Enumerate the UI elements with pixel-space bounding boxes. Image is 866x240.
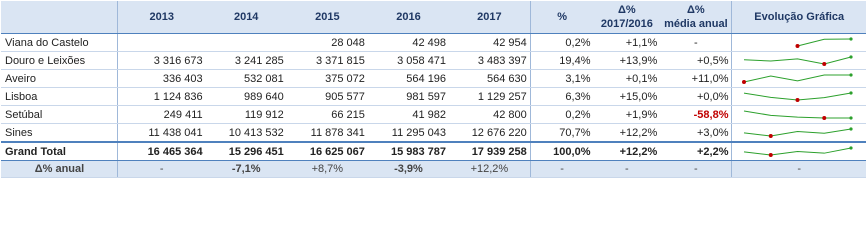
value-cell[interactable]: 3 371 815 (287, 52, 368, 70)
annual-change-cell[interactable]: +12,2% (449, 161, 530, 178)
delta-1617-cell[interactable]: +15,0% (593, 88, 660, 106)
header-delta-avg-label: média anual (664, 18, 728, 30)
sparkline-low-marker (796, 98, 800, 102)
sparkline-1 (732, 52, 865, 69)
delta-1617-cell[interactable]: +12,2% (593, 142, 660, 161)
sparkline-line (798, 39, 852, 46)
value-cell[interactable]: 16 465 364 (117, 142, 205, 161)
evolution-cell[interactable] (732, 142, 866, 161)
sparkline-4 (732, 106, 865, 123)
value-cell[interactable]: 1 124 836 (117, 88, 205, 106)
delta-1617-cell[interactable]: +13,9% (593, 52, 660, 70)
value-cell[interactable]: 3 316 673 (117, 52, 205, 70)
value-cell[interactable]: 41 982 (368, 106, 449, 124)
annual-change-cell[interactable]: -3,9% (368, 161, 449, 178)
table-row (1, 52, 866, 70)
header-evolution[interactable]: Evolução Gráfica (732, 1, 866, 34)
annual-change-row (1, 161, 866, 178)
value-cell[interactable]: 532 081 (206, 70, 287, 88)
value-cell[interactable]: 42 954 (449, 34, 530, 52)
table-row (1, 88, 866, 106)
sparkline-low-marker (823, 62, 827, 66)
value-cell[interactable]: 66 215 (287, 106, 368, 124)
delta-1617-cell[interactable]: +1,9% (593, 106, 660, 124)
share-cell[interactable]: 19,4% (530, 52, 593, 70)
value-cell[interactable]: 1 129 257 (449, 88, 530, 106)
delta-avg-cell[interactable]: +0,0% (660, 88, 732, 106)
annual-change-cell[interactable]: +8,7% (287, 161, 368, 178)
annual-delta-1617-cell[interactable]: - (593, 161, 660, 178)
sparkline-low-marker (769, 153, 773, 157)
sparkline-total (732, 143, 865, 160)
sparkline-line (744, 129, 851, 136)
sparkline-2 (732, 70, 865, 87)
delta-1617-cell[interactable]: +0,1% (593, 70, 660, 88)
value-cell[interactable]: 15 296 451 (206, 142, 287, 161)
value-cell[interactable]: 12 676 220 (449, 124, 530, 143)
value-cell[interactable]: 11 438 041 (117, 124, 205, 143)
value-cell[interactable]: 15 983 787 (368, 142, 449, 161)
sparkline-line (744, 111, 851, 118)
sparkline-3 (732, 88, 865, 105)
header-delta-avg[interactable] (660, 1, 732, 34)
header-delta-1617[interactable] (593, 1, 660, 34)
evolution-cell[interactable] (732, 52, 866, 70)
row-name[interactable]: Aveiro (1, 70, 117, 88)
row-name[interactable]: Sines (1, 124, 117, 143)
header-year-2014[interactable]: 2014 (206, 1, 287, 34)
delta-avg-cell[interactable]: -58,8% (660, 106, 732, 124)
value-cell[interactable]: 42 498 (368, 34, 449, 52)
sparkline-5 (732, 124, 865, 141)
value-cell[interactable]: 905 577 (287, 88, 368, 106)
row-name[interactable]: Lisboa (1, 88, 117, 106)
evolution-cell[interactable] (732, 70, 866, 88)
evolution-cell[interactable] (732, 124, 866, 143)
header-delta-1617-period: 2017/2016 (600, 18, 653, 30)
sparkline-low-marker (742, 80, 746, 84)
annual-share-cell[interactable]: - (530, 161, 593, 178)
sparkline-line (744, 75, 851, 82)
value-cell[interactable]: 564 196 (368, 70, 449, 88)
annual-change-cell[interactable]: - (117, 161, 205, 178)
value-cell[interactable]: 3 058 471 (368, 52, 449, 70)
delta-avg-cell[interactable]: +11,0% (660, 70, 732, 88)
value-cell[interactable]: 249 411 (117, 106, 205, 124)
annual-change-cell[interactable]: -7,1% (206, 161, 287, 178)
sparkline-end-marker (850, 146, 853, 149)
value-cell[interactable]: 564 630 (449, 70, 530, 88)
delta-avg-cell[interactable]: +0,5% (660, 52, 732, 70)
delta-1617-cell[interactable]: +1,1% (593, 34, 660, 52)
sparkline-end-marker (850, 91, 853, 94)
annual-delta-avg-cell[interactable]: - (660, 161, 732, 178)
header-pct[interactable]: % (530, 1, 593, 34)
header-year-2013[interactable]: 2013 (117, 1, 205, 34)
sparkline-low-marker (796, 44, 800, 48)
delta-1617-cell[interactable]: +12,2% (593, 124, 660, 143)
sparkline-low-marker (823, 116, 827, 120)
sparkline-0 (732, 34, 865, 51)
value-cell[interactable]: 17 939 258 (449, 142, 530, 161)
evolution-cell[interactable] (732, 106, 866, 124)
value-cell[interactable]: 989 640 (206, 88, 287, 106)
delta-avg-cell[interactable]: - (660, 34, 732, 52)
delta-avg-cell[interactable]: +3,0% (660, 124, 732, 143)
row-name[interactable]: Douro e Leixões (1, 52, 117, 70)
sparkline-end-marker (850, 127, 853, 130)
header-row (1, 1, 866, 34)
value-cell[interactable] (206, 34, 287, 52)
evolution-cell[interactable] (732, 88, 866, 106)
row-name[interactable]: Δ% anual (1, 161, 117, 178)
table-body (1, 34, 866, 178)
value-cell[interactable]: 3 241 285 (206, 52, 287, 70)
header-year-2016[interactable]: 2016 (368, 1, 449, 34)
row-name[interactable]: Viana do Castelo (1, 34, 117, 52)
row-name[interactable]: Grand Total (1, 142, 117, 161)
annual-evolution-cell[interactable]: - (732, 161, 866, 178)
sparkline-low-marker (769, 134, 773, 138)
share-cell[interactable]: 3,1% (530, 70, 593, 88)
header-label (1, 1, 117, 34)
value-cell[interactable]: 981 597 (368, 88, 449, 106)
sparkline-line (744, 148, 851, 155)
sparkline-end-marker (850, 37, 853, 40)
share-cell[interactable]: 6,3% (530, 88, 593, 106)
table-row (1, 70, 866, 88)
sparkline-end-marker (850, 116, 853, 119)
table-row (1, 34, 866, 52)
value-cell[interactable]: 10 413 532 (206, 124, 287, 143)
header-delta-1617-symbol: Δ% (618, 4, 636, 16)
total-row (1, 142, 866, 161)
value-cell[interactable]: 42 800 (449, 106, 530, 124)
sparkline-end-marker (850, 73, 853, 76)
sparkline-end-marker (850, 55, 853, 58)
header-delta-avg-symbol: Δ% (687, 4, 705, 16)
table-row (1, 124, 866, 143)
share-cell[interactable]: 70,7% (530, 124, 593, 143)
value-cell[interactable]: 375 072 (287, 70, 368, 88)
data-table (1, 1, 866, 178)
value-cell[interactable]: 119 912 (206, 106, 287, 124)
value-cell[interactable]: 336 403 (117, 70, 205, 88)
value-cell[interactable]: 28 048 (287, 34, 368, 52)
value-cell[interactable]: 16 625 067 (287, 142, 368, 161)
share-cell[interactable]: 100,0% (530, 142, 593, 161)
table-row (1, 106, 866, 124)
evolution-cell[interactable] (732, 34, 866, 52)
value-cell[interactable]: 11 295 043 (368, 124, 449, 143)
sparkline-line (744, 57, 851, 64)
value-cell[interactable]: 11 878 341 (287, 124, 368, 143)
row-name[interactable]: Setúbal (1, 106, 117, 124)
header-year-2015[interactable]: 2015 (287, 1, 368, 34)
delta-avg-cell[interactable]: +2,2% (660, 142, 732, 161)
value-cell[interactable]: 3 483 397 (449, 52, 530, 70)
header-year-2017[interactable]: 2017 (449, 1, 530, 34)
value-cell[interactable] (117, 34, 205, 52)
share-cell[interactable]: 0,2% (530, 106, 593, 124)
share-cell[interactable]: 0,2% (530, 34, 593, 52)
